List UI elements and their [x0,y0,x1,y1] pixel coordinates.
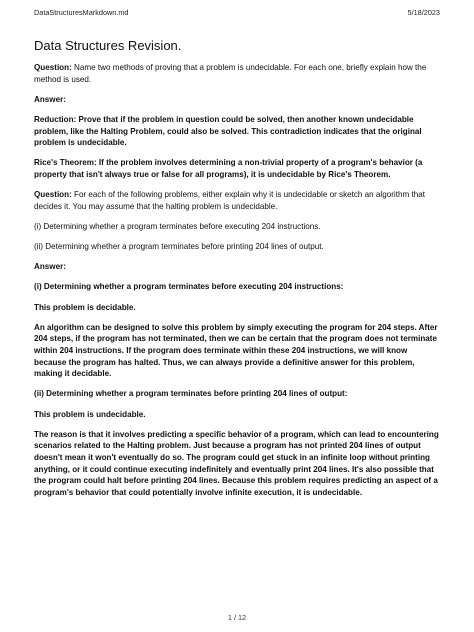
problem-ii: (ii) Determining whether a program terminates before printing 204 lines of output. [34,242,324,252]
problem-i: (i) Determining whether a program terminates before executing 204 instructions. [34,221,321,231]
header-filename: DataStructuresMarkdown.md [34,8,129,17]
rice-theorem-paragraph: Rice's Theorem: If the problem involves determining a non-trivial property of a program's behavior (a property that isn't always true or false for all programs), it is undecidable by Rice's Theorem. [34,158,423,179]
part-i-verdict: This problem is decidable. [34,302,136,312]
header-date: 5/18/2023 [407,8,440,17]
reduction-paragraph: Reduction: Prove that if the problem in question could be solved, then another known undecidable problem, like the Halting Problem, could also be solved. This contradiction indicates that the original problem is undecidable. [34,114,422,148]
question-2 [34,189,440,212]
part-i-explanation: An algorithm can be designed to solve this problem by simply executing the program for 204 steps. After 204 steps, if the program has not terminated, then we can be certain that the program does not terminate within 204 instructions. If the program does terminate within these 204 instructions, we will know because the program has halted. Thus, we can always provide a definitive answer for this problem, making it decidable. [34,322,438,379]
question-1-text: Name two methods of proving that a problem is undecidable. For each one, briefly explain how the method is used. [34,63,427,84]
page-header [34,8,440,20]
part-i-heading: (i) Determining whether a program terminates before executing 204 instructions: [34,282,344,292]
answer-1-label: Answer: [34,94,66,104]
question-1 [34,62,440,85]
question-2-text: For each of the following problems, either explain why it is undecidable or sketch an algorithm that decides it. You may assume that the halting problem is undecidable. [34,190,425,211]
page-number: 1 / 12 [227,613,247,622]
question-1-label: Question: [34,63,72,72]
document-body [34,38,440,507]
part-ii-explanation: The reason is that it involves predicting a specific behavior of a program, which can lead to encountering scenarios related to the Halting problem. Just because a program has not printed 204 lines of output doesn't mean it won't eventually do so. The program could get stuck in an infinite loop without printing anything, or it could continue executing indefinitely and eventually print 204 lines. It's also possible that the program could halt before printing 204 lines. Because this problem requires predicting an aspect of a program's behavior that could potentially involve infinite execution, it is undecidable. [34,429,439,497]
part-ii-verdict: This problem is undecidable. [34,409,146,419]
part-ii-heading: (ii) Determining whether a program terminates before printing 204 lines of output: [34,389,348,399]
document-title: Data Structures Revision. [34,38,182,53]
question-2-label: Question: [34,190,72,200]
answer-2-label: Answer: [34,262,66,272]
